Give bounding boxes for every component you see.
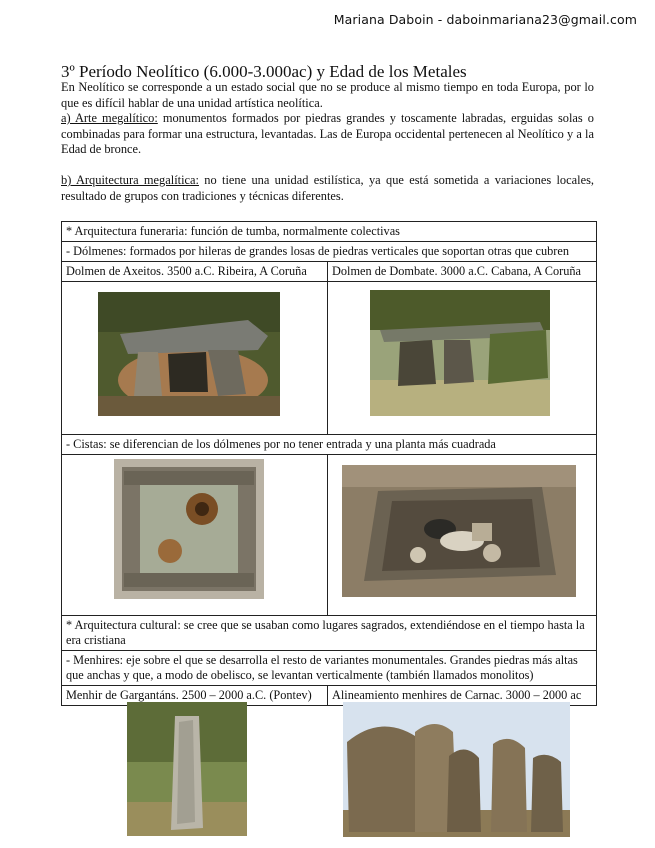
menhir-gargantans-caption: Menhir de Gargantáns. 2500 – 2000 a.C. (Pontev) <box>62 686 328 706</box>
section-a-heading: a) Arte megalítico: <box>61 111 158 125</box>
section-b-paragraph <box>61 173 594 204</box>
section-b-heading: b) Arquitectura megalítica: <box>61 173 199 187</box>
funeraria-row: * Arquitectura funeraria: función de tumba, normalmente colectivas <box>62 222 597 242</box>
page-header-author: Mariana Daboin - daboinmariana23@gmail.com <box>333 12 637 27</box>
dolmen-dombate-cell <box>328 282 597 435</box>
carnac-menhirs-image <box>343 702 570 837</box>
dolmen-axeitos-cell <box>62 282 328 435</box>
section-a-text: monumentos formados por piedras grandes y toscamente labradas, erguidas solas o combinadas para formar una estructura, levantadas. Las de Europa occidental pertenecen al Neolítico y a la Edad de bronce. <box>61 111 594 157</box>
dolmenes-row: - Dólmenes: formados por hileras de grandes losas de piedras verticales que soportan otras que cubren <box>62 242 597 262</box>
section-b-text: no tiene una unidad estilística, ya que está sometida a variaciones locales, resultado de grupos con tradiciones y técnicas diferentes. <box>61 173 594 203</box>
cista-2-cell <box>328 455 597 616</box>
dolmen-dombate-image <box>370 290 550 416</box>
cista-1-image <box>114 459 264 599</box>
dolmen-axeitos-image <box>98 292 280 416</box>
menhir-gargantans-image <box>127 702 247 836</box>
cistas-row: - Cistas: se diferencian de los dólmenes por no tener entrada y una planta más cuadrada <box>62 435 597 455</box>
dolmen-dombate-caption: Dolmen de Dombate. 3000 a.C. Cabana, A Coruña <box>328 262 597 282</box>
dolmen-axeitos-caption: Dolmen de Axeitos. 3500 a.C. Ribeira, A Coruña <box>62 262 328 282</box>
cista-2-image <box>342 465 576 597</box>
page-title: 3º Período Neolítico (6.000-3.000ac) y Edad de los Metales <box>61 62 467 81</box>
carnac-caption: Alineamiento menhires de Carnac. 3000 – 2000 ac <box>328 686 597 706</box>
intro-paragraph: En Neolítico se corresponde a un estado social que no se produce al mismo tiempo en toda Europa, por lo que es difícil hablar de una unidad artística neolítica. <box>61 80 594 110</box>
menhires-row: - Menhires: eje sobre el que se desarrolla el resto de variantes monumentales. Grandes piedras más altas que anchas y que, a modo de obelisco, se levantan verticalmente (también llamados monolitos) <box>62 651 597 686</box>
cista-1-cell <box>62 455 328 616</box>
cultural-row: * Arquitectura cultural: se cree que se usaban como lugares sagrados, extendiéndose en el tiempo hasta la era cristiana <box>62 616 597 651</box>
megalith-table <box>61 221 597 706</box>
section-a-paragraph <box>61 111 594 158</box>
